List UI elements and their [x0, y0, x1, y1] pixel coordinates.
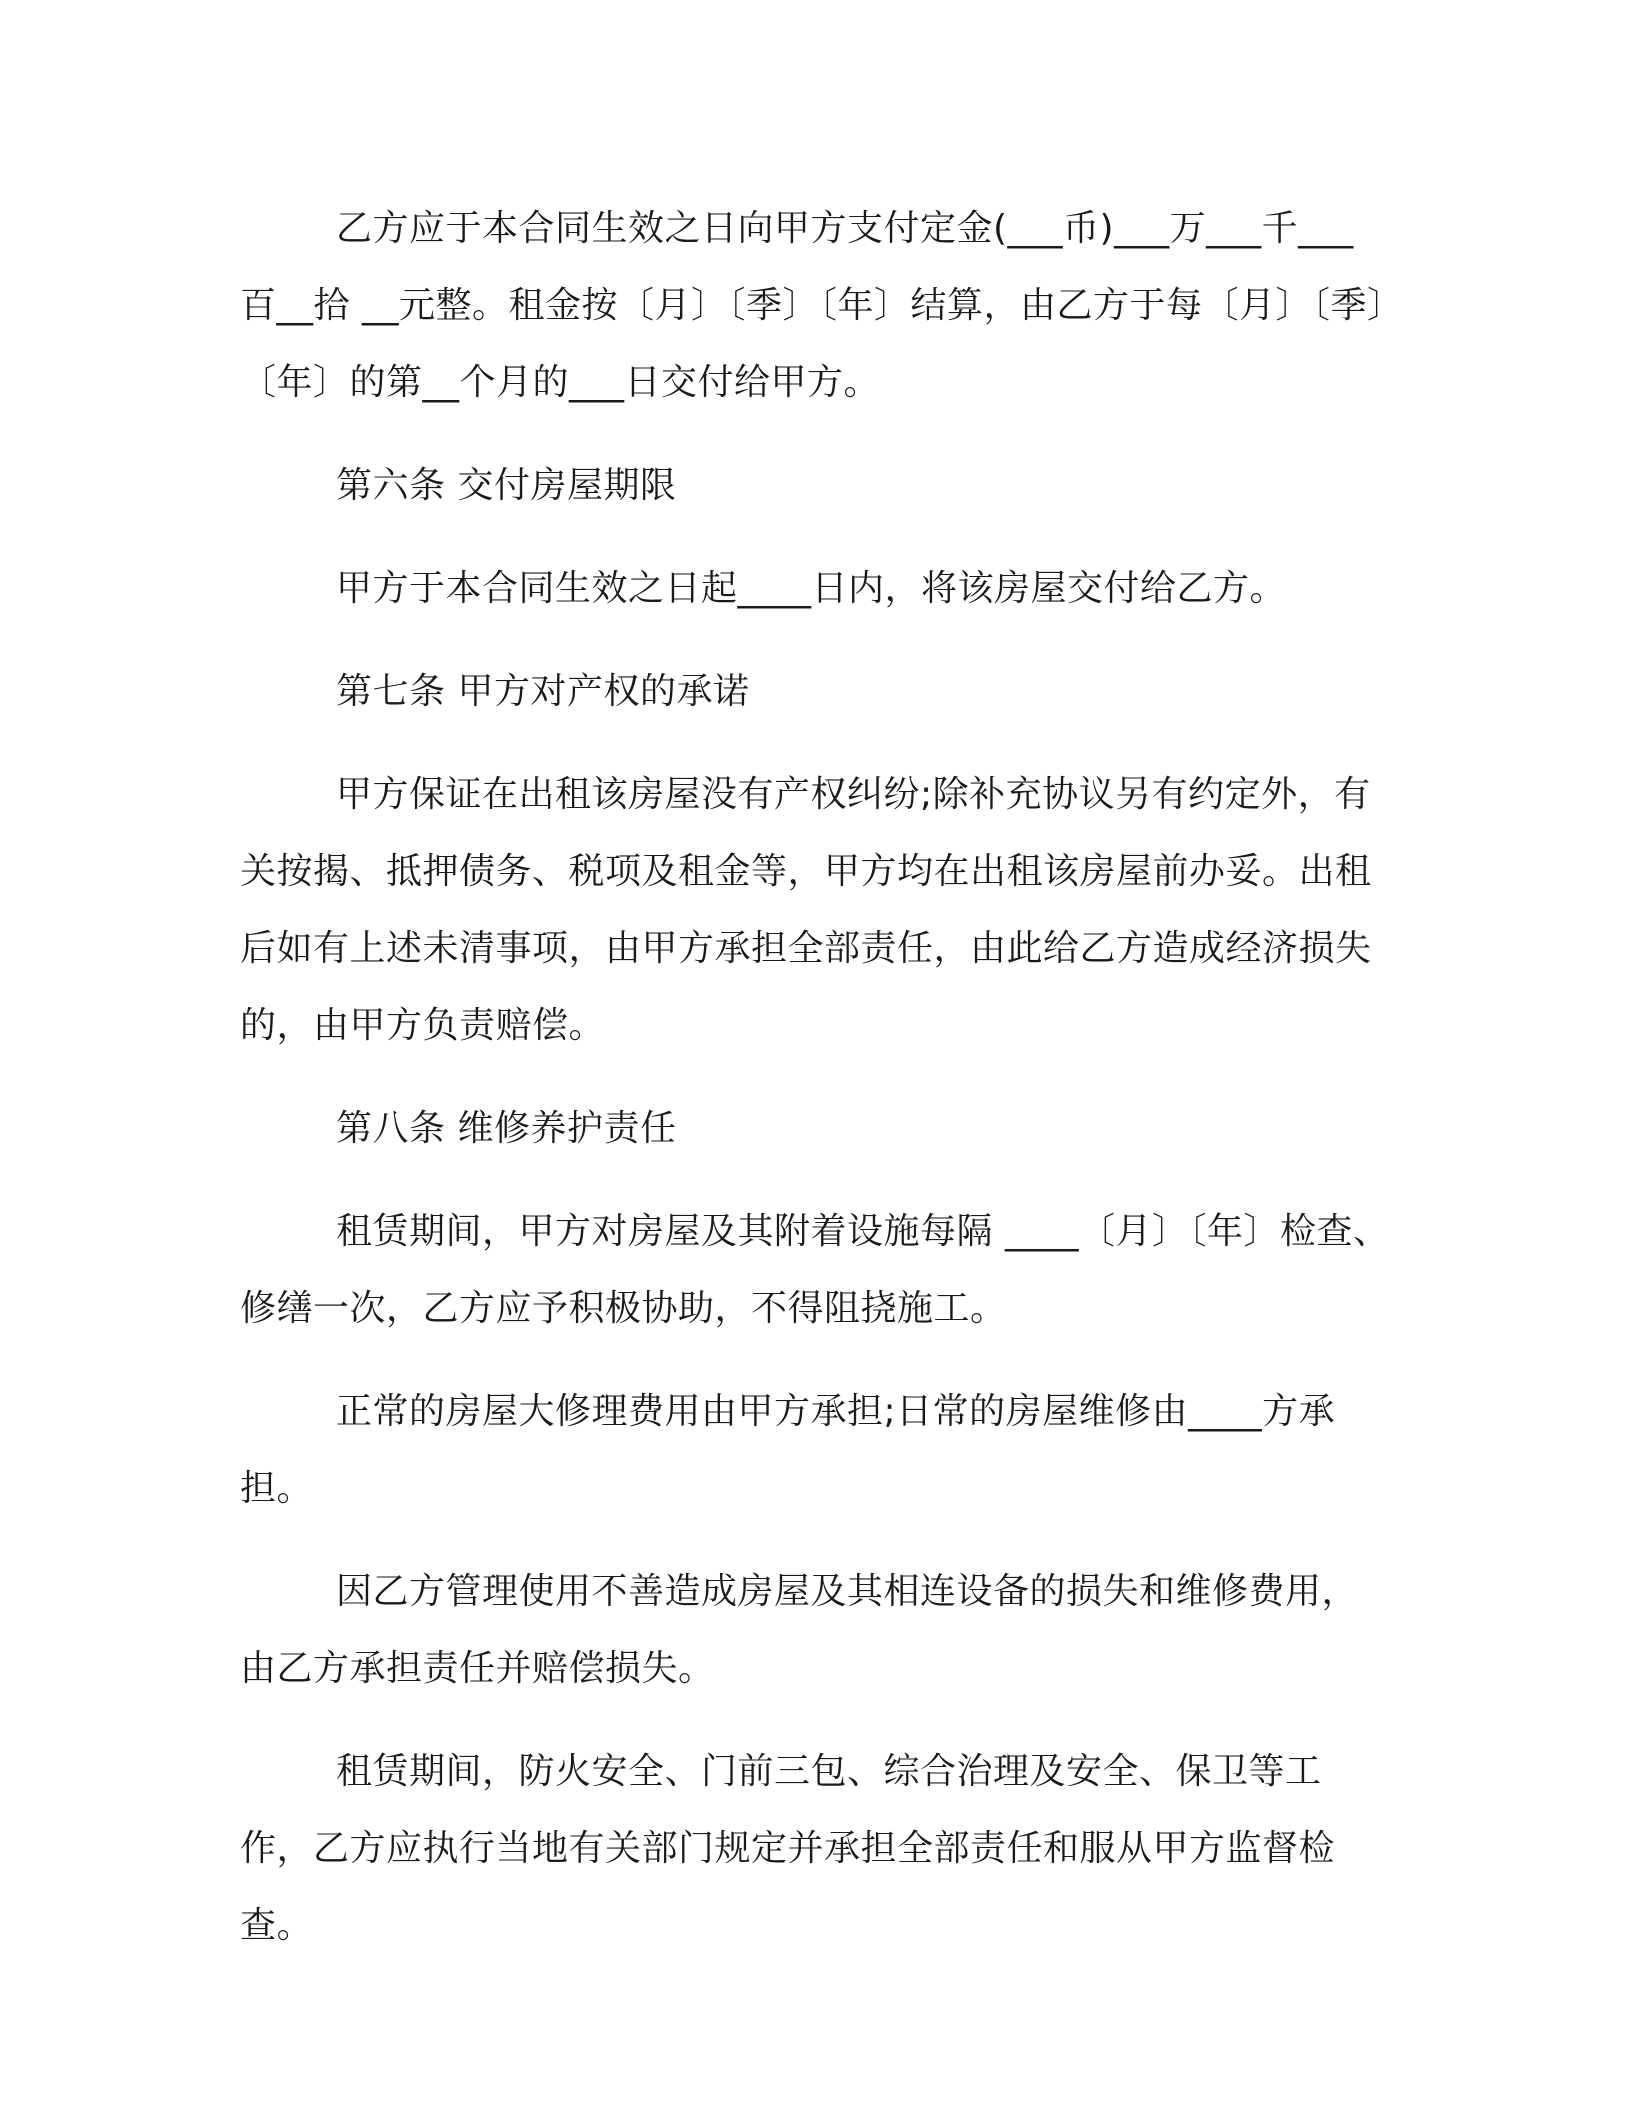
heading-article-7: 第七条 甲方对产权的承诺: [336, 671, 750, 712]
paragraph-safety-duties: 租赁期间，防火安全、门前三包、综合治理及安全、保卫等工作，乙方应执行当地有关部门规定并承担全部责任和服从甲方监督检查。: [240, 1751, 1336, 1946]
paragraph-delivery-deadline: 甲方于本合同生效之日起____日内，将该房屋交付给乙方。: [336, 568, 1287, 609]
paragraph-repair-costs: 正常的房屋大修理费用由甲方承担;日常的房屋维修由____方承担。: [240, 1391, 1336, 1509]
document-body: [240, 190, 1390, 1990]
paragraph-ownership-guarantee: 甲方保证在出租该房屋没有产权纠纷;除补充协议另有约定外，有关按揭、抵押债务、税项及租金等，甲方均在出租该房屋前办妥。出租后如有上述未清事项，由甲方承担全部责任，由此给乙方造成经济损失的，由甲方负责赔偿。: [240, 774, 1372, 1046]
paragraph-damage-liability: 因乙方管理使用不善造成房屋及其相连设备的损失和维修费用，由乙方承担责任并赔偿损失。: [240, 1571, 1359, 1689]
heading-article-6: 第六条 交付房屋期限: [336, 465, 677, 506]
heading-article-8: 第八条 维修养护责任: [336, 1108, 677, 1149]
paragraph-deposit-rent-payment: 乙方应于本合同生效之日向甲方支付定金(___币)___万___千___百__拾 __元整。租金按〔月〕〔季〕〔年〕结算，由乙方于每〔月〕〔季〕〔年〕的第__个月的___日交付给甲方。: [240, 208, 1386, 403]
paragraph-inspection-repair: 租赁期间，甲方对房屋及其附着设施每隔 ____〔月〕〔年〕检查、修缮一次，乙方应予积极协助，不得阻挠施工。: [240, 1211, 1390, 1329]
